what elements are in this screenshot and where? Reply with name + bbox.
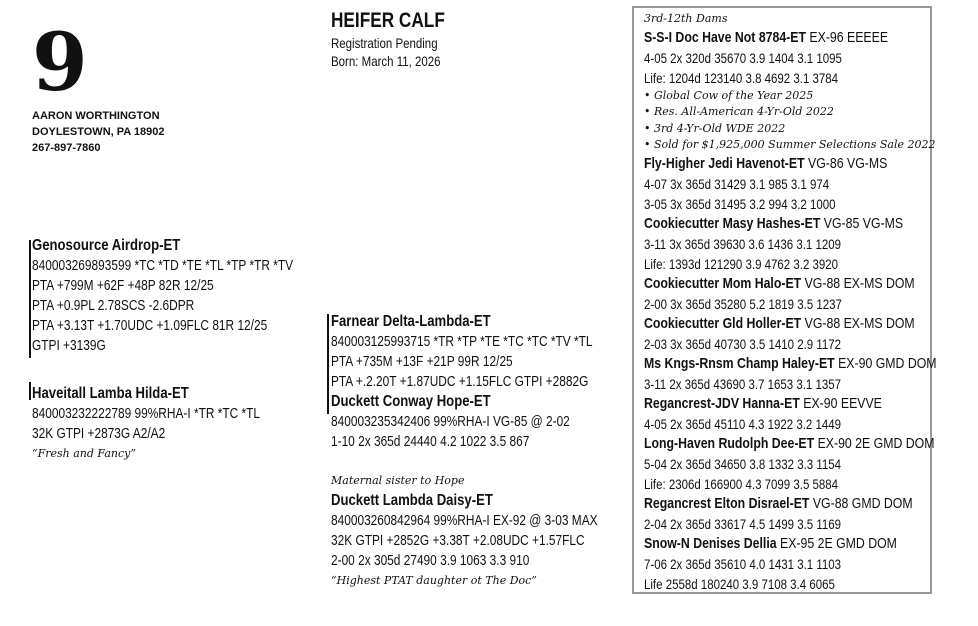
dam-entry-record: 7-06 2x 365d 35610 4.0 1431 3.1 1103 <box>644 555 842 572</box>
dam-entry-name: Fly-Higher Jedi Havenot-ET VG-86 VG-MS <box>644 154 888 172</box>
consignor-name: AARON WORTHINGTON <box>32 110 160 122</box>
granddam-line: 1-10 2x 365d 24440 4.2 1022 3.5 867 <box>331 434 530 450</box>
dam-entry-name: Ms Kngs-Rnsm Champ Haley-ET EX-90 GMD DOM <box>644 354 937 372</box>
dam-note: “Fresh and Fancy” <box>32 447 136 460</box>
consignor-block <box>32 108 164 156</box>
sire-line: PTA +0.9PL 2.78SCS -2.6DPR <box>32 298 195 314</box>
dam-bracket <box>29 382 31 400</box>
dam-entry-record: 4-05 2x 320d 35670 3.9 1404 3.1 1095 <box>644 49 842 66</box>
dam-entry-record: Life: 1204d 123140 3.8 4692 3.1 3784 <box>644 69 839 86</box>
dam-entry-name: Regancrest Elton Disrael-ET VG-88 GMD DOM <box>644 494 913 512</box>
dam-entry-record: 3-11 2x 365d 43690 3.7 1653 3.1 1357 <box>644 375 842 392</box>
dam-entry-record: 2-03 3x 365d 40730 3.5 1410 2.9 1172 <box>644 335 842 352</box>
sire-block <box>32 236 350 356</box>
sister-label: Maternal sister to Hope <box>331 474 465 487</box>
maternal-sire-line: 840003125993715 *TR *TP *TE *TC *TC *TV *TL <box>331 334 593 350</box>
sire-line: PTA +799M +62F +48P 82R 12/25 <box>32 278 214 294</box>
dam-entry-name: Long-Haven Rudolph Dee-ET EX-90 2E GMD DOM <box>644 434 935 452</box>
dam-entry-name: Snow-N Denises Dellia EX-95 2E GMD DOM <box>644 534 897 552</box>
dam-entry-note: • Res. All-American 4-Yr-Old 2022 <box>644 105 834 118</box>
sister-line: 32K GTPI +2852G +3.38T +2.08UDC +1.57FLC <box>331 533 585 549</box>
maternal-sire-name: Farnear Delta-Lambda-ET <box>331 313 491 330</box>
dam-block <box>32 384 310 462</box>
dam-entry-record: 2-00 3x 365d 35280 5.2 1819 3.5 1237 <box>644 295 842 312</box>
sire-line: PTA +3.13T +1.70UDC +1.09FLC 81R 12/25 <box>32 318 268 334</box>
consignor-location: DOYLESTOWN, PA 18902 <box>32 126 165 138</box>
sire-name: Genosource Airdrop-ET <box>32 237 181 254</box>
dam-entry-note: • Sold for $1,925,000 Summer Selections Sale 2022 <box>644 138 936 151</box>
sister-name: Duckett Lambda Daisy-ET <box>331 492 493 509</box>
dam-entry-record: Life: 1393d 121290 3.9 4762 3.2 3920 <box>644 255 839 272</box>
maternal-sire-block <box>331 312 650 452</box>
dam-line: 840003232222789 99%RHA-I *TR *TC *TL <box>32 406 261 422</box>
dam-entry-name: Regancrest-JDV Hanna-ET EX-90 EEVVE <box>644 394 882 412</box>
dam-line: 32K GTPI +2873G A2/A2 <box>32 426 166 442</box>
registration-status: Registration Pending <box>331 35 438 51</box>
dam-entry-name: S-S-I Doc Have Not 8784-ET EX-96 EEEEE <box>644 28 889 46</box>
dam-entry-record: 2-04 2x 365d 33617 4.5 1499 3.5 1169 <box>644 515 842 532</box>
dams-box <box>632 6 937 594</box>
birth-date: Born: March 11, 2026 <box>331 53 441 69</box>
sister-block <box>331 473 656 589</box>
dam-entry-note: • 3rd 4-Yr-Old WDE 2022 <box>644 121 786 135</box>
dam-entry-record: 4-05 2x 365d 45110 4.3 1922 3.2 1449 <box>644 415 842 432</box>
consignor-phone: 267-897-7860 <box>32 142 101 154</box>
dam-entry-name: Cookiecutter Mom Halo-ET VG-88 EX-MS DOM <box>644 274 915 292</box>
maternal-sire-line: PTA +.2.20T +1.87UDC +1.15FLC GTPI +2882G <box>331 374 589 390</box>
lot-number: 9 <box>32 15 88 109</box>
sister-line: 840003260842964 99%RHA-I EX-92 @ 3-03 MAX <box>331 513 598 529</box>
sire-line: GTPI +3139G <box>32 338 106 354</box>
dam-entry-note: • Global Cow of the Year 2025 <box>644 88 814 102</box>
dam-entry-record: 3-11 3x 365d 39630 3.6 1436 3.1 1209 <box>644 235 842 252</box>
dam-entry-name: Cookiecutter Gld Holler-ET VG-88 EX-MS DOM <box>644 314 915 332</box>
dam-entry-name: Cookiecutter Masy Hashes-ET VG-85 VG-MS <box>644 214 904 232</box>
granddam-name: Duckett Conway Hope-ET <box>331 393 491 410</box>
dams-box-header: 3rd-12th Dams <box>644 12 728 25</box>
sire-bracket <box>29 240 31 358</box>
dam-entry-record: Life 2558d 180240 3.9 7108 3.4 6065 <box>644 575 835 592</box>
sister-note: “Highest PTAT daughter ot The Doc” <box>331 574 537 587</box>
sister-line: 2-00 2x 305d 27490 3.9 1063 3.3 910 <box>331 553 530 569</box>
maternal-sire-line: PTA +735M +13F +21P 99R 12/25 <box>331 354 513 370</box>
granddam-line: 840003235342406 99%RHA-I VG-85 @ 2-02 <box>331 414 570 430</box>
animal-title: HEIFER CALF <box>331 9 445 32</box>
dam-entry-record: 4-07 3x 365d 31429 3.1 985 3.1 974 <box>644 175 830 192</box>
granddam-bracket <box>327 314 329 414</box>
dam-name: Haveitall Lamba Hilda-ET <box>32 385 189 402</box>
dam-entry-record: 5-04 2x 365d 34650 3.8 1332 3.3 1154 <box>644 455 842 472</box>
dam-entry-record: 3-05 3x 365d 31495 3.2 994 3.2 1000 <box>644 195 836 212</box>
sire-line: 840003269893599 *TC *TD *TE *TL *TP *TR *TV <box>32 258 294 274</box>
animal-header <box>331 8 470 70</box>
dam-entry-record: Life: 2306d 166900 4.3 7099 3.5 5884 <box>644 475 839 492</box>
